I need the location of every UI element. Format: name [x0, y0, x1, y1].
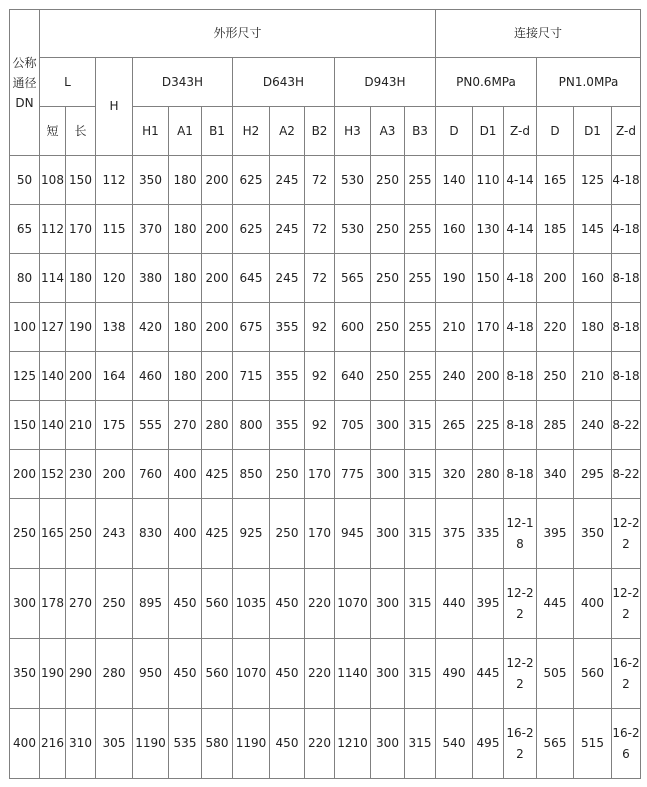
table-cell: 280 — [202, 401, 233, 450]
table-cell: 320 — [436, 450, 473, 499]
table-cell: 8-18 — [612, 303, 641, 352]
table-cell: 230 — [66, 450, 96, 499]
pn06-header: PN0.6MPa — [436, 58, 537, 107]
table-cell: 1190 — [233, 709, 270, 779]
table-cell: 200 — [66, 352, 96, 401]
table-cell: 190 — [436, 254, 473, 303]
header-row-1 — [10, 10, 641, 58]
table-cell: 340 — [537, 450, 574, 499]
table-cell: 120 — [96, 254, 133, 303]
table-cell: 400 — [169, 450, 202, 499]
pn10-header: PN1.0MPa — [537, 58, 641, 107]
table-cell: 165 — [40, 499, 66, 569]
table-cell: 315 — [405, 639, 436, 709]
table-cell: 16-22 — [504, 709, 537, 779]
table-cell: 540 — [436, 709, 473, 779]
table-cell: 490 — [436, 639, 473, 709]
H3-header: H3 — [335, 107, 371, 156]
table-cell: 300 — [371, 499, 405, 569]
table-cell: 295 — [574, 450, 612, 499]
table-cell: 210 — [66, 401, 96, 450]
table-cell: 200 — [202, 205, 233, 254]
dimension-table — [9, 9, 641, 779]
table-cell: 505 — [537, 639, 574, 709]
table-cell: 250 — [371, 352, 405, 401]
L-short-header: 短 — [40, 107, 66, 156]
pn06-D-header: D — [436, 107, 473, 156]
table-cell: 8-18 — [612, 352, 641, 401]
table-cell: 425 — [202, 450, 233, 499]
table-cell: 300 — [371, 709, 405, 779]
table-cell: 245 — [270, 254, 305, 303]
A2-header: A2 — [270, 107, 305, 156]
table-cell: 355 — [270, 303, 305, 352]
table-cell: 925 — [233, 499, 270, 569]
table-cell: 350 — [574, 499, 612, 569]
table-cell: 580 — [202, 709, 233, 779]
table-cell: 640 — [335, 352, 371, 401]
table-cell: 265 — [436, 401, 473, 450]
table-cell: 565 — [335, 254, 371, 303]
dn-cell: 50 — [10, 156, 40, 205]
table-cell: 178 — [40, 569, 66, 639]
table-cell: 4-18 — [612, 156, 641, 205]
table-cell: 300 — [371, 569, 405, 639]
table-cell: 4-14 — [504, 205, 537, 254]
H-header: H — [96, 58, 133, 156]
table-cell: 380 — [133, 254, 169, 303]
table-cell: 355 — [270, 401, 305, 450]
table-row — [10, 205, 641, 254]
table-cell: 1140 — [335, 639, 371, 709]
table-cell: 170 — [305, 450, 335, 499]
table-cell: 895 — [133, 569, 169, 639]
table-cell: 600 — [335, 303, 371, 352]
table-cell: 12-22 — [504, 639, 537, 709]
table-cell: 450 — [169, 639, 202, 709]
table-row — [10, 499, 641, 569]
table-cell: 180 — [66, 254, 96, 303]
dn-cell: 250 — [10, 499, 40, 569]
table-cell: 185 — [537, 205, 574, 254]
table-cell: 8-22 — [612, 401, 641, 450]
table-cell: 92 — [305, 352, 335, 401]
table-cell: 16-22 — [612, 639, 641, 709]
table-cell: 225 — [473, 401, 504, 450]
header-row-2 — [10, 58, 641, 107]
table-cell: 255 — [405, 352, 436, 401]
outline-dimensions-header: 外形尺寸 — [40, 10, 436, 58]
table-cell: 515 — [574, 709, 612, 779]
table-cell: 220 — [305, 639, 335, 709]
dn-cell: 150 — [10, 401, 40, 450]
table-cell: 450 — [270, 569, 305, 639]
table-cell: 400 — [574, 569, 612, 639]
table-cell: 220 — [305, 709, 335, 779]
table-cell: 270 — [169, 401, 202, 450]
table-cell: 127 — [40, 303, 66, 352]
table-cell: 645 — [233, 254, 270, 303]
D943H-header: D943H — [335, 58, 436, 107]
table-cell: 1035 — [233, 569, 270, 639]
table-cell: 8-18 — [612, 254, 641, 303]
dn-cell: 200 — [10, 450, 40, 499]
pn10-Zd-header: Z-d — [612, 107, 641, 156]
table-cell: 450 — [169, 569, 202, 639]
table-cell: 8-18 — [504, 352, 537, 401]
table-cell: 200 — [202, 254, 233, 303]
table-cell: 495 — [473, 709, 504, 779]
table-cell: 945 — [335, 499, 371, 569]
table-cell: 440 — [436, 569, 473, 639]
table-cell: 300 — [371, 639, 405, 709]
table-cell: 140 — [40, 352, 66, 401]
table-cell: 180 — [574, 303, 612, 352]
table-cell: 12-18 — [504, 499, 537, 569]
table-cell: 450 — [270, 639, 305, 709]
table-cell: 315 — [405, 709, 436, 779]
table-cell: 12-22 — [504, 569, 537, 639]
B1-header: B1 — [202, 107, 233, 156]
table-cell: 180 — [169, 205, 202, 254]
table-cell: 250 — [371, 254, 405, 303]
table-cell: 350 — [133, 156, 169, 205]
table-cell: 715 — [233, 352, 270, 401]
table-cell: 250 — [270, 499, 305, 569]
table-row — [10, 352, 641, 401]
table-cell: 165 — [537, 156, 574, 205]
L-header: L — [40, 58, 96, 107]
table-cell: 445 — [473, 639, 504, 709]
table-cell: 200 — [202, 352, 233, 401]
table-cell: 535 — [169, 709, 202, 779]
table-cell: 850 — [233, 450, 270, 499]
dn-cell: 65 — [10, 205, 40, 254]
table-cell: 180 — [169, 303, 202, 352]
table-cell: 280 — [96, 639, 133, 709]
table-cell: 152 — [40, 450, 66, 499]
dn-cell: 125 — [10, 352, 40, 401]
table-cell: 240 — [436, 352, 473, 401]
dn-cell: 350 — [10, 639, 40, 709]
table-cell: 164 — [96, 352, 133, 401]
pn06-D1-header: D1 — [473, 107, 504, 156]
dn-cell: 400 — [10, 709, 40, 779]
table-cell: 170 — [305, 499, 335, 569]
table-cell: 170 — [473, 303, 504, 352]
table-cell: 305 — [96, 709, 133, 779]
D643H-header: D643H — [233, 58, 335, 107]
table-cell: 255 — [405, 156, 436, 205]
table-cell: 250 — [66, 499, 96, 569]
table-cell: 530 — [335, 156, 371, 205]
table-cell: 245 — [270, 205, 305, 254]
table-cell: 830 — [133, 499, 169, 569]
table-row — [10, 401, 641, 450]
spec-table-container — [9, 9, 641, 779]
table-cell: 110 — [473, 156, 504, 205]
table-cell: 370 — [133, 205, 169, 254]
table-cell: 460 — [133, 352, 169, 401]
table-cell: 760 — [133, 450, 169, 499]
table-cell: 145 — [574, 205, 612, 254]
table-cell: 250 — [270, 450, 305, 499]
table-cell: 310 — [66, 709, 96, 779]
table-cell: 130 — [473, 205, 504, 254]
table-cell: 115 — [96, 205, 133, 254]
table-cell: 12-22 — [612, 569, 641, 639]
table-cell: 315 — [405, 499, 436, 569]
table-cell: 190 — [66, 303, 96, 352]
table-cell: 775 — [335, 450, 371, 499]
connection-dimensions-header: 连接尺寸 — [436, 10, 641, 58]
table-cell: 625 — [233, 156, 270, 205]
table-cell: 395 — [537, 499, 574, 569]
table-row — [10, 450, 641, 499]
table-cell: 8-18 — [504, 450, 537, 499]
dn-cell: 100 — [10, 303, 40, 352]
table-cell: 8-18 — [504, 401, 537, 450]
table-cell: 190 — [40, 639, 66, 709]
table-cell: 200 — [473, 352, 504, 401]
table-cell: 250 — [96, 569, 133, 639]
table-cell: 180 — [169, 352, 202, 401]
table-cell: 8-22 — [612, 450, 641, 499]
table-cell: 800 — [233, 401, 270, 450]
table-cell: 16-26 — [612, 709, 641, 779]
table-cell: 4-18 — [504, 254, 537, 303]
A1-header: A1 — [169, 107, 202, 156]
table-row — [10, 709, 641, 779]
table-cell: 355 — [270, 352, 305, 401]
table-cell: 560 — [202, 639, 233, 709]
table-cell: 425 — [202, 499, 233, 569]
table-cell: 92 — [305, 303, 335, 352]
table-cell: 560 — [574, 639, 612, 709]
table-cell: 1070 — [233, 639, 270, 709]
table-cell: 170 — [66, 205, 96, 254]
table-cell: 140 — [436, 156, 473, 205]
table-cell: 445 — [537, 569, 574, 639]
table-cell: 243 — [96, 499, 133, 569]
table-cell: 138 — [96, 303, 133, 352]
table-cell: 705 — [335, 401, 371, 450]
table-cell: 270 — [66, 569, 96, 639]
table-cell: 420 — [133, 303, 169, 352]
table-cell: 114 — [40, 254, 66, 303]
table-cell: 560 — [202, 569, 233, 639]
table-cell: 675 — [233, 303, 270, 352]
table-cell: 625 — [233, 205, 270, 254]
table-cell: 210 — [436, 303, 473, 352]
table-cell: 125 — [574, 156, 612, 205]
L-long-header: 长 — [66, 107, 96, 156]
pn10-D-header: D — [537, 107, 574, 156]
pn10-D1-header: D1 — [574, 107, 612, 156]
table-cell: 250 — [537, 352, 574, 401]
table-cell: 112 — [40, 205, 66, 254]
B3-header: B3 — [405, 107, 436, 156]
table-cell: 200 — [202, 156, 233, 205]
table-cell: 216 — [40, 709, 66, 779]
table-cell: 140 — [40, 401, 66, 450]
table-cell: 4-14 — [504, 156, 537, 205]
table-cell: 4-18 — [612, 205, 641, 254]
table-cell: 1190 — [133, 709, 169, 779]
table-cell: 220 — [305, 569, 335, 639]
table-cell: 950 — [133, 639, 169, 709]
table-cell: 240 — [574, 401, 612, 450]
table-cell: 315 — [405, 401, 436, 450]
dn-cell: 80 — [10, 254, 40, 303]
table-cell: 72 — [305, 205, 335, 254]
table-cell: 200 — [537, 254, 574, 303]
table-cell: 108 — [40, 156, 66, 205]
table-cell: 180 — [169, 156, 202, 205]
table-cell: 530 — [335, 205, 371, 254]
pn06-Zd-header: Z-d — [504, 107, 537, 156]
table-cell: 150 — [66, 156, 96, 205]
table-cell: 250 — [371, 156, 405, 205]
table-row — [10, 254, 641, 303]
table-cell: 200 — [96, 450, 133, 499]
table-cell: 400 — [169, 499, 202, 569]
B2-header: B2 — [305, 107, 335, 156]
table-cell: 450 — [270, 709, 305, 779]
table-cell: 300 — [371, 401, 405, 450]
table-cell: 180 — [169, 254, 202, 303]
table-cell: 255 — [405, 205, 436, 254]
table-cell: 72 — [305, 254, 335, 303]
table-cell: 245 — [270, 156, 305, 205]
table-row — [10, 639, 641, 709]
table-row — [10, 569, 641, 639]
table-cell: 255 — [405, 254, 436, 303]
table-cell: 150 — [473, 254, 504, 303]
table-cell: 160 — [436, 205, 473, 254]
table-cell: 315 — [405, 569, 436, 639]
table-cell: 250 — [371, 303, 405, 352]
D343H-header: D343H — [133, 58, 233, 107]
H2-header: H2 — [233, 107, 270, 156]
table-cell: 285 — [537, 401, 574, 450]
table-cell: 1070 — [335, 569, 371, 639]
table-cell: 255 — [405, 303, 436, 352]
table-cell: 280 — [473, 450, 504, 499]
table-cell: 92 — [305, 401, 335, 450]
table-cell: 160 — [574, 254, 612, 303]
table-cell: 1210 — [335, 709, 371, 779]
table-cell: 290 — [66, 639, 96, 709]
table-cell: 375 — [436, 499, 473, 569]
table-cell: 175 — [96, 401, 133, 450]
A3-header: A3 — [371, 107, 405, 156]
table-cell: 12-22 — [612, 499, 641, 569]
table-cell: 210 — [574, 352, 612, 401]
table-cell: 555 — [133, 401, 169, 450]
H1-header: H1 — [133, 107, 169, 156]
table-cell: 72 — [305, 156, 335, 205]
table-cell: 395 — [473, 569, 504, 639]
table-row — [10, 156, 641, 205]
table-cell: 220 — [537, 303, 574, 352]
table-cell: 4-18 — [504, 303, 537, 352]
table-cell: 315 — [405, 450, 436, 499]
data-body — [10, 156, 641, 779]
table-row — [10, 303, 641, 352]
table-cell: 112 — [96, 156, 133, 205]
table-cell: 335 — [473, 499, 504, 569]
table-cell: 250 — [371, 205, 405, 254]
table-cell: 300 — [371, 450, 405, 499]
dn-header: 公称通径DN — [10, 10, 40, 156]
table-cell: 200 — [202, 303, 233, 352]
table-cell: 565 — [537, 709, 574, 779]
dn-cell: 300 — [10, 569, 40, 639]
